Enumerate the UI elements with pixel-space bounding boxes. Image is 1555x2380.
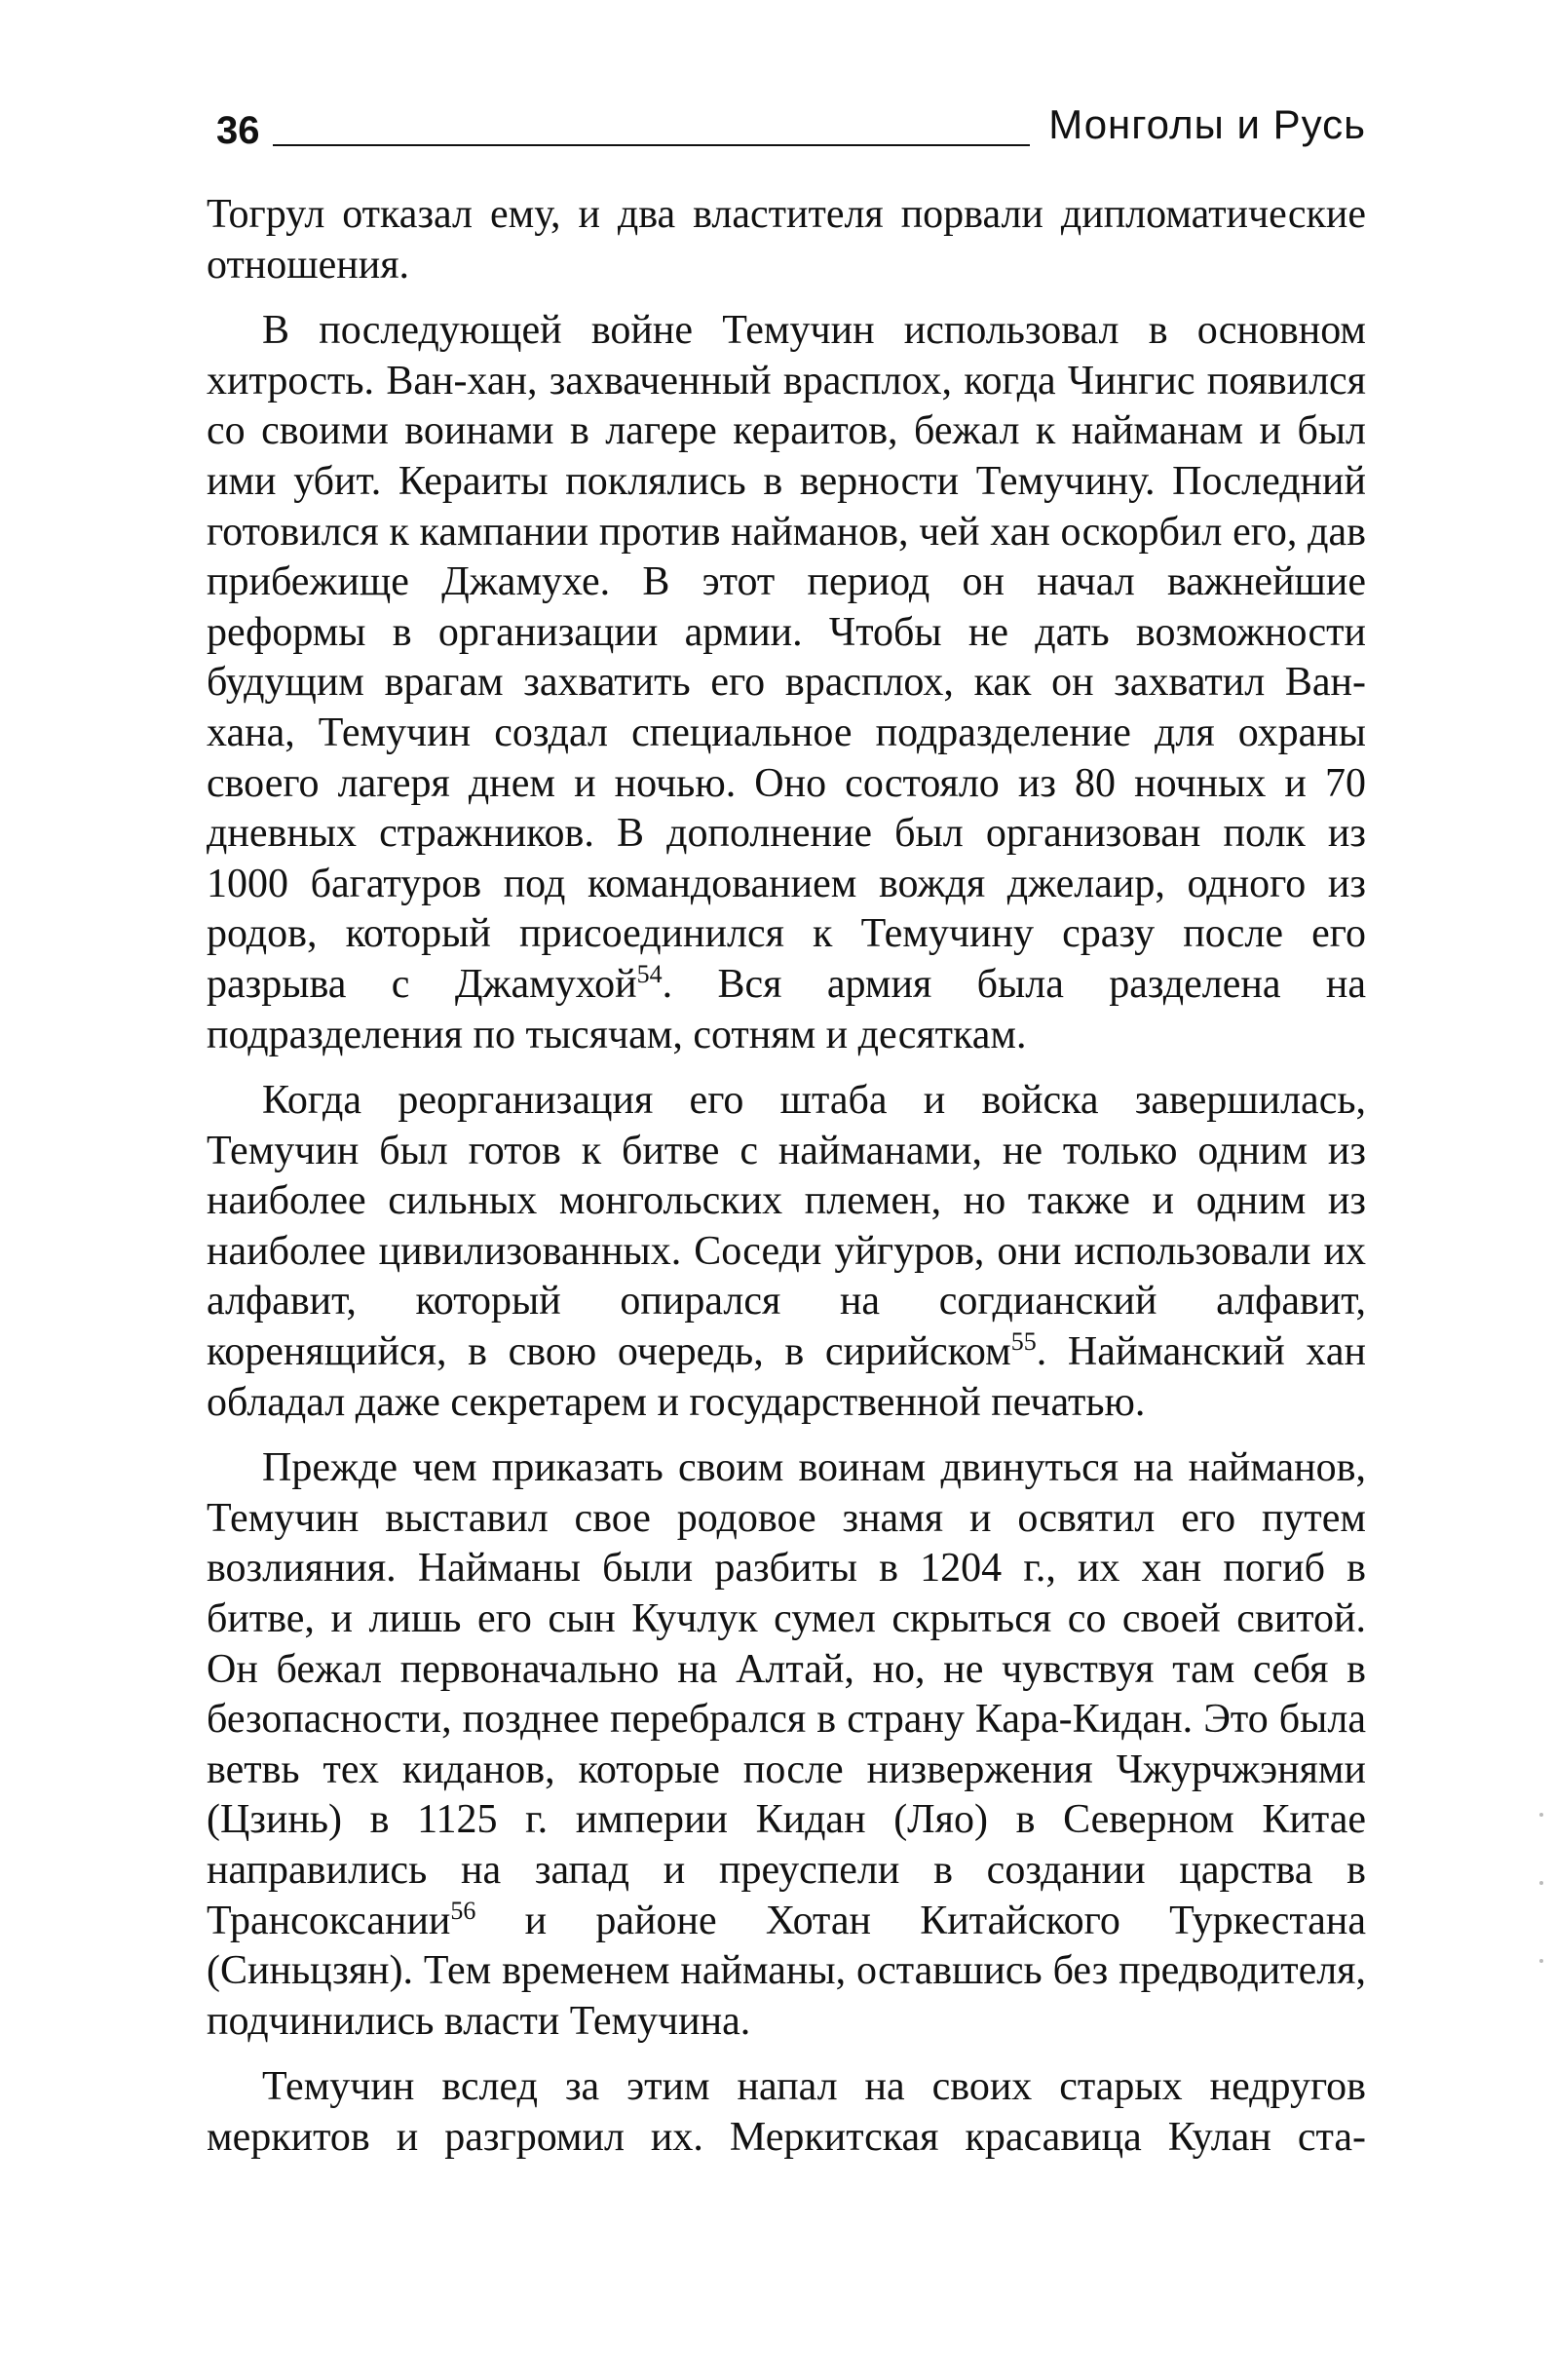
scan-speck xyxy=(1539,1881,1543,1885)
scan-speck xyxy=(1539,1813,1543,1817)
body-text xyxy=(207,190,1366,2164)
footnote-marker: 55 xyxy=(1010,1327,1037,1357)
running-title: Монголы и Русь xyxy=(1048,101,1366,147)
page-header xyxy=(216,101,1366,160)
paragraph-text: . Вся армия была разделена на подразделения по тысячам, сотням и десяткам. xyxy=(207,961,1366,1057)
footnote-marker: 54 xyxy=(636,959,663,988)
scan-speck xyxy=(1539,1959,1543,1963)
paragraph-text: . Найманский хан обладал даже секретарем и государственной печатью. xyxy=(207,1329,1366,1425)
paragraph xyxy=(207,1076,1366,1428)
paragraph-text: и районе Хотан Китайского Туркестана (Синьцзян). Тем временем найманы, оставшись без предводителя, подчинились власти Темучина. xyxy=(207,1898,1366,2044)
footnote-marker: 56 xyxy=(450,1896,476,1925)
page-number: 36 xyxy=(216,109,260,152)
paragraph xyxy=(207,1443,1366,2047)
paragraph-text: Прежде чем приказать своим воинам двинуться на найманов, Темучин выставил свое родовое знамя и освятил его путем возлияния. Найманы были разбиты в 1204 г., их хан погиб в битве, и лишь его сын Кучлук сумел скрыться со своей свитой. Он бежал первоначально на Алтай, но, не чувствуя там себя в безопасности, позднее перебрался в страну Кара-Кидан. Это была ветвь тех киданов, которые после низвержения Чжурчжэнями (Цзинь) в 1125 г. империи Кидан (Ляо) в Северном Китае направились на запад и преуспели в создании царства в Трансоксании xyxy=(207,1445,1366,1943)
paragraph-text: Тогрул отказал ему, и два властителя порвали дипломатические отношения. xyxy=(207,192,1366,288)
paragraph xyxy=(207,306,1366,1060)
paragraph-text: Темучин вслед за этим напал на своих старых недругов меркитов и разгромил их. Меркитская красавица Кулан ста- xyxy=(207,2064,1366,2160)
paragraph-text: В последующей войне Темучин использовал в основном хитрость. Ван-хан, захваченный врасплох, когда Чингис появился со своими воинами в лагере кераитов, бежал к найманам и был ими убит. Кераиты поклялись в верности Темучину. Последний готовился к кампании против найманов, чей хан оскорбил его, дав прибежище Джамухе. В этот период он начал важнейшие реформы в организации армии. Чтобы не дать возможности будущим врагам захватить его врасплох, как он захватил Ван-хана, Темучин создал специальное подразделение для охраны своего лагеря днем и ночью. Оно состояло из 80 ночных и 70 дневных стражников. В дополнение был организован полк из 1000 багатуров под командованием вождя джелаир, одного из родов, который присоединился к Темучину сразу после его разрыва с Джамухой xyxy=(207,308,1366,1007)
paragraph xyxy=(207,2062,1366,2163)
paragraph-text: Когда реорганизация его штаба и войска завершилась, Темучин был готов к битве с найманами, не только одним из наиболее сильных монгольских племен, но также и одним из наиболее цивилизованных. Соседи уйгуров, они использовали их алфавит, который опирался на согдианский алфавит, коренящийся, в свою очередь, в сирийском xyxy=(207,1078,1366,1375)
header-rule xyxy=(273,144,1030,146)
paragraph xyxy=(207,190,1366,290)
